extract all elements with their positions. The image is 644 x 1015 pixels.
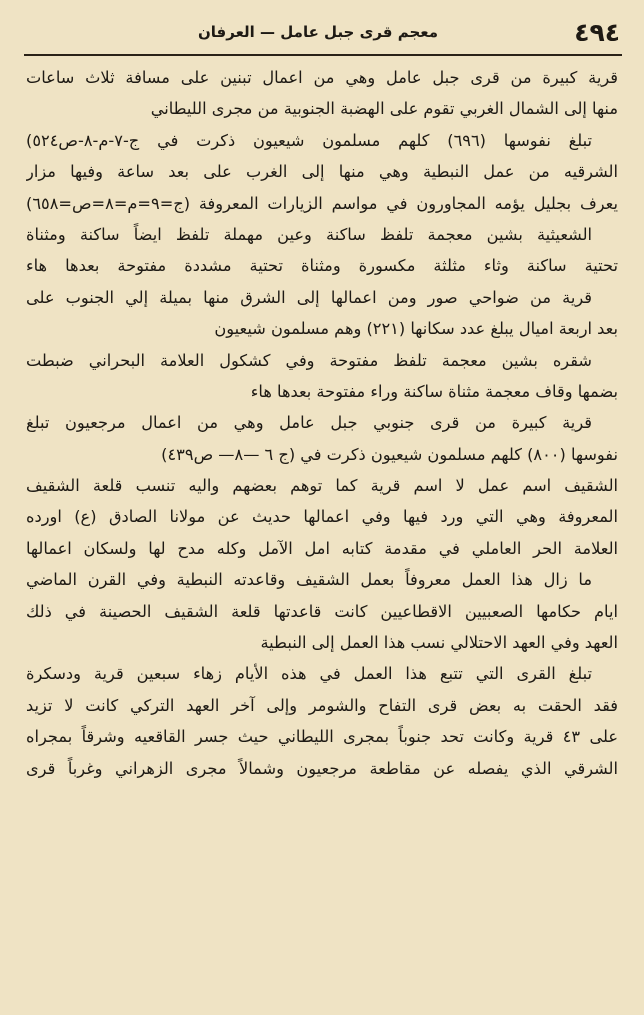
text-line: الشرقي الذي يفصله عن مقاطعة مرجعيون وشمالاً مجرى الزهراني وغرباً قرى	[26, 758, 618, 778]
text-line: بعد اربعة اميال يبلغ عدد سكانها (٢٢١) وهم مسلمون شيعيون	[214, 319, 618, 339]
text-line: المعروفة وهي التي ورد فيها وفي اعمالها حديث عن مولانا الصادق (ع) اورده	[26, 507, 618, 527]
text-line: نفوسها (٨٠٠) كلهم مسلمون شيعيون ذكرت في (ج ٦ —٨— ص٤٣٩)	[161, 444, 618, 464]
text-line: تبلغ القرى التي تتبع هذا العمل في هذه الأيام زهاء سبعين قرية ودسكرة	[26, 664, 592, 684]
page-header	[22, 14, 620, 50]
text-line: شقره بشين معجمة تلفظ مفتوحة وفي كشكول العلامة البحراني ضبطت	[26, 350, 592, 370]
text-line: قرية كبيرة من قرى جنوبي جبل عامل وهي من اعمال مرجعيون تبلغ	[26, 413, 592, 433]
text-line: تحتية ساكنة وثاء مثلثة مكسورة ومثناة تحتية مشددة مفتوحة بعدها هاء	[26, 256, 618, 276]
text-line: بضمها وقاف معجمة مثناة ساكنة وراء مفتوحة بعدها هاء	[250, 381, 618, 401]
page-number: ٤٩٤	[574, 17, 620, 47]
text-line: تبلغ نفوسها (٦٩٦) كلهم مسلمون شيعيون ذكرت في ج-٧-م-٨-ص٥٢٤)	[26, 130, 592, 150]
text-line: ما زال هذا العمل معروفاً بعمل الشقيف وقاعدته النبطية وفي القرن الماضي	[26, 570, 592, 590]
text-line: الشعيثية بشين معجمة تلفظ ساكنة وعين مهملة تلفظ ايضاً ساكنة ومثناة	[26, 224, 592, 244]
text-line: الشقيف اسم عمل لا اسم قرية كما توهم بعضهم واليه تنسب قلعة الشقيف	[26, 476, 618, 496]
text-line: قرية من ضواحي صور ومن اعمالها إلى الشرق منها بميلة إلي الجنوب على	[26, 287, 592, 307]
page-body	[26, 62, 618, 784]
text-line: العلامة الحر العاملي في مقدمة كتابه امل الآمل وكله مدح لها ولسكان اعمالها	[26, 538, 618, 558]
running-title: معجم قرى جبل عامل — العرفان	[198, 23, 439, 41]
text-line: منها إلى الشمال الغربي تقوم على الهضبة الجنوبية من مجرى الليطاني	[150, 99, 618, 119]
header-rule	[24, 54, 622, 56]
text-line: يعرف بجليل يؤمه المجاورون في مواسم الزيارات المعروفة (ج=٩=م=٨=ص=٦٥٨)	[26, 193, 618, 213]
text-line: العهد وفي العهد الاحتلالي نسب هذا العمل إلى النبطية	[260, 633, 618, 653]
text-line: على ٤٣ قرية وكانت تحد جنوباً بمجرى الليطاني حيث جسر القاقعيه وشرقاً بمجراه	[26, 727, 618, 747]
text-line: فقد الحقت به بعض قرى التفاح والشومر وإلى آخر العهد التركي كانت لا تزيد	[26, 695, 618, 715]
text-line: قرية كبيرة من قرى جبل عامل وهي من اعمال تبنين على مسافة ثلاث ساعات	[26, 68, 618, 87]
text-line: الشرقيه من عمل النبطية وهي منها إلى الغرب على بعد ساعة وفيها مزار	[26, 162, 618, 182]
text-line: ايام حكامها الصعبيين الاقطاعيين كانت قاعدتها قلعة الشقيف الحصينة في ذلك	[26, 601, 618, 621]
